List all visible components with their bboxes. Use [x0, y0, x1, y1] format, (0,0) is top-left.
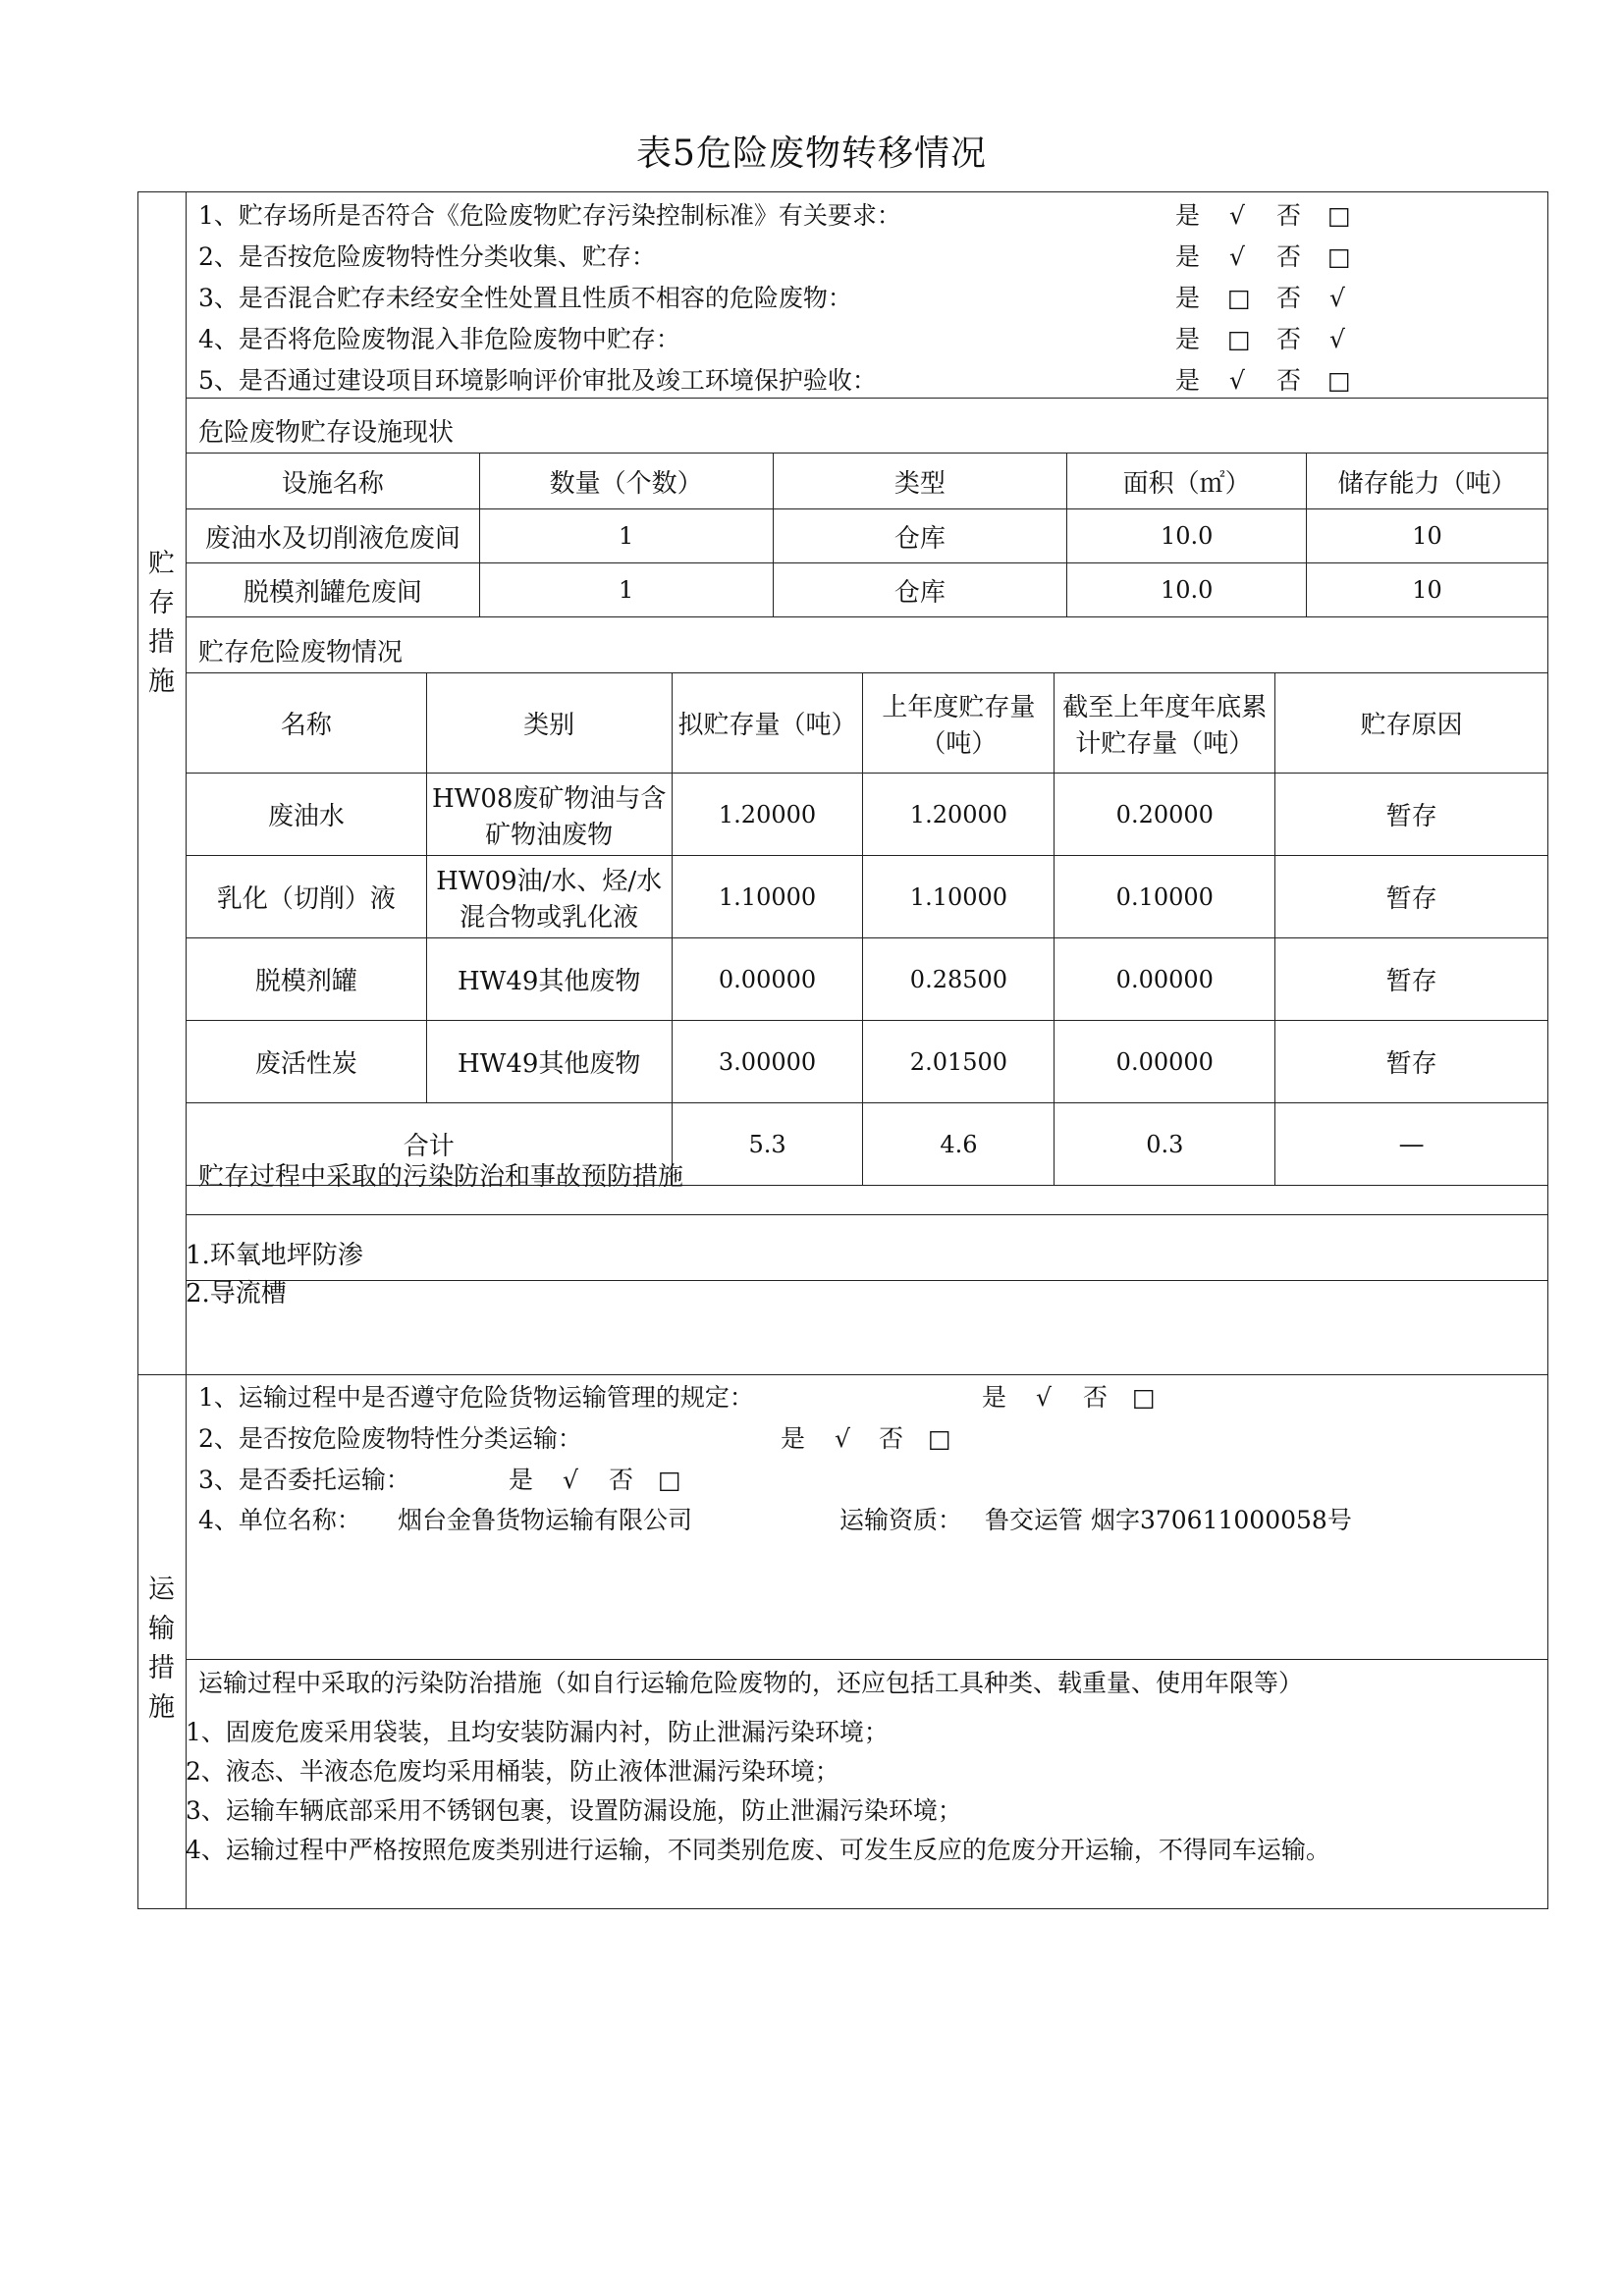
facility-capacity: 10 — [1307, 509, 1548, 563]
cumulative-amount: 0.00000 — [1055, 938, 1275, 1021]
storage-question-2: 2、是否按危险废物特性分类收集、贮存： — [198, 242, 656, 271]
no-checkbox[interactable]: □ — [928, 1424, 951, 1453]
waste-name: 脱模剂罐 — [187, 938, 427, 1021]
table-header: 储存能力（吨） — [1307, 454, 1548, 509]
yes-checkbox[interactable]: √ — [835, 1424, 850, 1453]
table-row — [187, 856, 1548, 938]
storage-question-1: 1、贮存场所是否符合《危险废物贮存污染控制标准》有关要求： — [198, 201, 901, 230]
no-checkbox[interactable]: □ — [1327, 366, 1351, 395]
waste-category: HW09油/水、烃/水混合物或乳化液 — [426, 856, 672, 938]
facility-area: 10.0 — [1067, 563, 1307, 617]
last-year-amount: 1.10000 — [863, 856, 1055, 938]
yes-label: 是 — [1175, 366, 1201, 395]
total-cumulative: 0.3 — [1055, 1103, 1275, 1186]
facility-count: 1 — [479, 509, 773, 563]
facility-area: 10.0 — [1067, 509, 1307, 563]
planned-amount: 1.10000 — [672, 856, 863, 938]
waste-category: HW49其他废物 — [426, 938, 672, 1021]
storage-measures-heading: 贮存过程中采取的污染防治和事故预防措施 — [198, 1162, 684, 1192]
table-header: 数量（个数） — [479, 454, 773, 509]
divider — [186, 1214, 1548, 1215]
storage-side-label: 贮 存 措 施 — [148, 549, 175, 697]
yes-checkbox[interactable]: √ — [563, 1466, 578, 1494]
waste-name: 废活性炭 — [187, 1021, 427, 1103]
storage-reason: 暂存 — [1275, 774, 1548, 856]
transport-measure-item: 2、液态、半液态危废均采用桶装，防止液体泄漏污染环境； — [186, 1757, 839, 1786]
yes-checkbox[interactable]: √ — [1036, 1383, 1052, 1412]
total-reason: — — [1275, 1103, 1548, 1186]
yes-checkbox[interactable]: √ — [1229, 366, 1245, 395]
facility-count: 1 — [479, 563, 773, 617]
last-year-amount: 1.20000 — [863, 774, 1055, 856]
table-row — [187, 563, 1548, 617]
no-label: 否 — [1276, 284, 1302, 312]
no-label: 否 — [609, 1466, 634, 1494]
table-header: 名称 — [187, 673, 427, 774]
storage-question-3: 3、是否混合贮存未经安全性处置且性质不相容的危险废物： — [198, 284, 852, 312]
no-checkbox[interactable]: □ — [1327, 242, 1351, 271]
facility-name: 脱模剂罐危废间 — [187, 563, 480, 617]
facilities-heading: 危险废物贮存设施现状 — [198, 418, 455, 448]
section-divider — [137, 1374, 1548, 1375]
no-label: 否 — [1276, 325, 1302, 353]
yes-checkbox[interactable]: √ — [1229, 242, 1245, 271]
total-planned: 5.3 — [672, 1103, 863, 1186]
cumulative-amount: 0.10000 — [1055, 856, 1275, 938]
waste-heading: 贮存危险废物情况 — [198, 638, 404, 667]
storage-question-5: 5、是否通过建设项目环境影响评价审批及竣工环境保护验收： — [198, 366, 877, 395]
facility-capacity: 10 — [1307, 563, 1548, 617]
yes-label: 是 — [1175, 325, 1201, 353]
table-header: 拟贮存量（吨） — [672, 673, 863, 774]
no-checkbox[interactable]: □ — [658, 1466, 681, 1494]
no-checkbox[interactable]: □ — [1132, 1383, 1156, 1412]
table-header-row — [187, 454, 1548, 509]
transport-question-1: 1、运输过程中是否遵守危险货物运输管理的规定： — [198, 1383, 754, 1412]
planned-amount: 1.20000 — [672, 774, 863, 856]
waste-category: HW08废矿物油与含矿物油废物 — [426, 774, 672, 856]
no-checkbox[interactable]: √ — [1329, 284, 1345, 312]
yes-label: 是 — [1175, 284, 1201, 312]
yes-label: 是 — [509, 1466, 534, 1494]
table-header: 类别 — [426, 673, 672, 774]
no-label: 否 — [1276, 201, 1302, 230]
table-header: 贮存原因 — [1275, 673, 1548, 774]
waste-table — [186, 672, 1548, 1186]
table-header: 设施名称 — [187, 454, 480, 509]
facility-name: 废油水及切削液危废间 — [187, 509, 480, 563]
yes-checkbox[interactable]: □ — [1227, 284, 1251, 312]
facility-type: 仓库 — [773, 563, 1067, 617]
waste-category: HW49其他废物 — [426, 1021, 672, 1103]
storage-question-4: 4、是否将危险废物混入非危险废物中贮存： — [198, 325, 680, 353]
no-checkbox[interactable]: √ — [1329, 325, 1345, 353]
no-label: 否 — [1276, 242, 1302, 271]
table-row — [187, 509, 1548, 563]
last-year-amount: 0.28500 — [863, 938, 1055, 1021]
yes-label: 是 — [1175, 201, 1201, 230]
divider — [186, 1659, 1548, 1660]
transport-measure-item: 1、固废危废采用袋装，且均安装防漏内衬，防止泄漏污染环境； — [186, 1718, 889, 1746]
table-row — [187, 938, 1548, 1021]
cumulative-amount: 0.00000 — [1055, 1021, 1275, 1103]
no-label: 否 — [1083, 1383, 1109, 1412]
transport-question-4: 4、单位名称： — [198, 1506, 361, 1534]
table-header: 上年度贮存量（吨） — [863, 673, 1055, 774]
yes-checkbox[interactable]: □ — [1227, 325, 1251, 353]
transport-question-2: 2、是否按危险废物特性分类运输： — [198, 1424, 582, 1453]
planned-amount: 0.00000 — [672, 938, 863, 1021]
total-label: 合计 — [187, 1103, 673, 1186]
table-row — [187, 774, 1548, 856]
table-row — [187, 1021, 1548, 1103]
facility-type: 仓库 — [773, 509, 1067, 563]
storage-reason: 暂存 — [1275, 1021, 1548, 1103]
facilities-table — [186, 453, 1548, 617]
yes-label: 是 — [1175, 242, 1201, 271]
total-last-year: 4.6 — [863, 1103, 1055, 1186]
table-header: 截至上年度年底累计贮存量（吨） — [1055, 673, 1275, 774]
transport-measure-item: 4、运输过程中严格按照危废类别进行运输，不同类别危废、可发生反应的危废分开运输，不得同车运输。 — [186, 1836, 1330, 1864]
qualification-value: 鲁交运管 烟字370611000058号 — [985, 1506, 1352, 1534]
cumulative-amount: 0.20000 — [1055, 774, 1275, 856]
storage-reason: 暂存 — [1275, 856, 1548, 938]
divider — [186, 1280, 1548, 1281]
no-checkbox[interactable]: □ — [1327, 201, 1351, 230]
yes-label: 是 — [982, 1383, 1007, 1412]
no-label: 否 — [1276, 366, 1302, 395]
storage-measure-item: 1.环氧地坪防渗 — [186, 1241, 363, 1270]
company-name: 烟台金鲁货物运输有限公司 — [398, 1506, 693, 1534]
transport-measures-heading: 运输过程中采取的污染防治措施（如自行运输危险废物的，还应包括工具种类、载重量、使用年限等） — [198, 1669, 1304, 1697]
planned-amount: 3.00000 — [672, 1021, 863, 1103]
waste-name: 废油水 — [187, 774, 427, 856]
storage-measure-item: 2.导流槽 — [186, 1279, 287, 1308]
table-header: 面积（㎡） — [1067, 454, 1307, 509]
no-label: 否 — [879, 1424, 904, 1453]
qualification-label: 运输资质： — [839, 1506, 963, 1534]
transport-question-3: 3、是否委托运输： — [198, 1466, 410, 1494]
yes-checkbox[interactable]: √ — [1229, 201, 1245, 230]
table-header-row — [187, 673, 1548, 774]
page-title: 表5危险废物转移情况 — [636, 133, 987, 174]
yes-label: 是 — [781, 1424, 806, 1453]
transport-measure-item: 3、运输车辆底部采用不锈钢包裹，设置防漏设施，防止泄漏污染环境； — [186, 1796, 962, 1825]
storage-reason: 暂存 — [1275, 938, 1548, 1021]
last-year-amount: 2.01500 — [863, 1021, 1055, 1103]
transport-side-label: 运 输 措 施 — [148, 1575, 175, 1723]
waste-name: 乳化（切削）液 — [187, 856, 427, 938]
table-header: 类型 — [773, 454, 1067, 509]
